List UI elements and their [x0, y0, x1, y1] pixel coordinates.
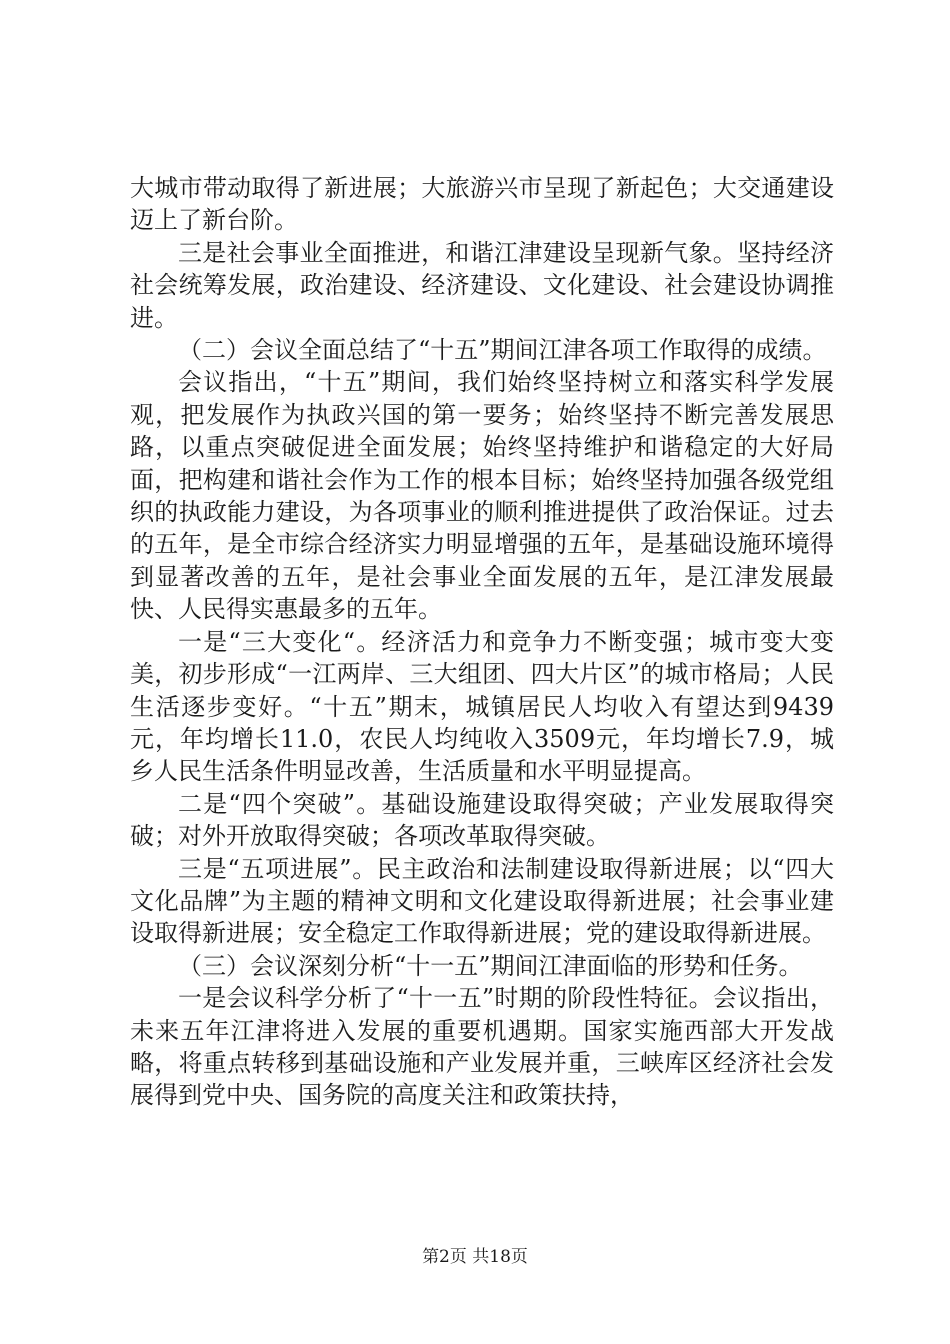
section-heading-3: （三）会议深刻分析“十一五”期间江津面临的形势和任务。: [178, 951, 803, 980]
document-body: [130, 172, 834, 1112]
page-footer: 第2页 共18页: [422, 1247, 528, 1267]
paragraph: 一是会议科学分析了“十一五”时期的阶段性特征。会议指出，未来五年江津将进入发展的重要机遇期。国家实施西部大开发战略，将重点转移到基础设施和产业发展并重，三峡库区经济社会发展得到党中央、国务院的高度关注和政策扶持，: [130, 984, 834, 1110]
paragraph-continuation: 大城市带动取得了新进展；大旅游兴市呈现了新起色；大交通建设迈上了新台阶。: [130, 174, 834, 235]
section-heading-2: （二）会议全面总结了“十五”期间江津各项工作取得的成绩。: [178, 336, 827, 365]
paragraph: 三是“五项进展”。民主政治和法制建设取得新进展；以“四大文化品牌”为主题的精神文明和文化建设取得新进展；社会事业建设取得新进展；安全稳定工作取得新进展；党的建设取得新进展。: [130, 854, 834, 948]
paragraph: 会议指出，“十五”期间，我们始终坚持树立和落实科学发展观，把发展作为执政兴国的第一要务；始终坚持不断完善发展思路，以重点突破促进全面发展；始终坚持维护和谐稳定的大好局面，把构建和谐社会作为工作的根本目标；始终坚持加强各级党组织的执政能力建设，为各项事业的顺利推进提供了政治保证。过去的五年，是全市综合经济实力明显增强的五年，是基础设施环境得到显著改善的五年，是社会事业全面发展的五年，是江津发展最快、人民得实惠最多的五年。: [130, 368, 834, 624]
paragraph: 一是“三大变化“。经济活力和竞争力不断变强；城市变大变美，初步形成“一江两岸、三大组团、四大片区”的城市格局；人民生活逐步变好。“十五”期末，城镇居民人均收入有望达到9439元，年均增长11.0，农民人均纯收入3509元，年均增长7.9，城乡人民生活条件明显改善，生活质量和水平明显提高。: [130, 627, 834, 786]
paragraph: 三是社会事业全面推进，和谐江津建设呈现新气象。坚持经济社会统筹发展，政治建设、经济建设、文化建设、社会建设协调推进。: [130, 238, 834, 332]
paragraph: 二是“四个突破”。基础设施建设取得突破；产业发展取得突破；对外开放取得突破；各项改革取得突破。: [130, 789, 834, 851]
